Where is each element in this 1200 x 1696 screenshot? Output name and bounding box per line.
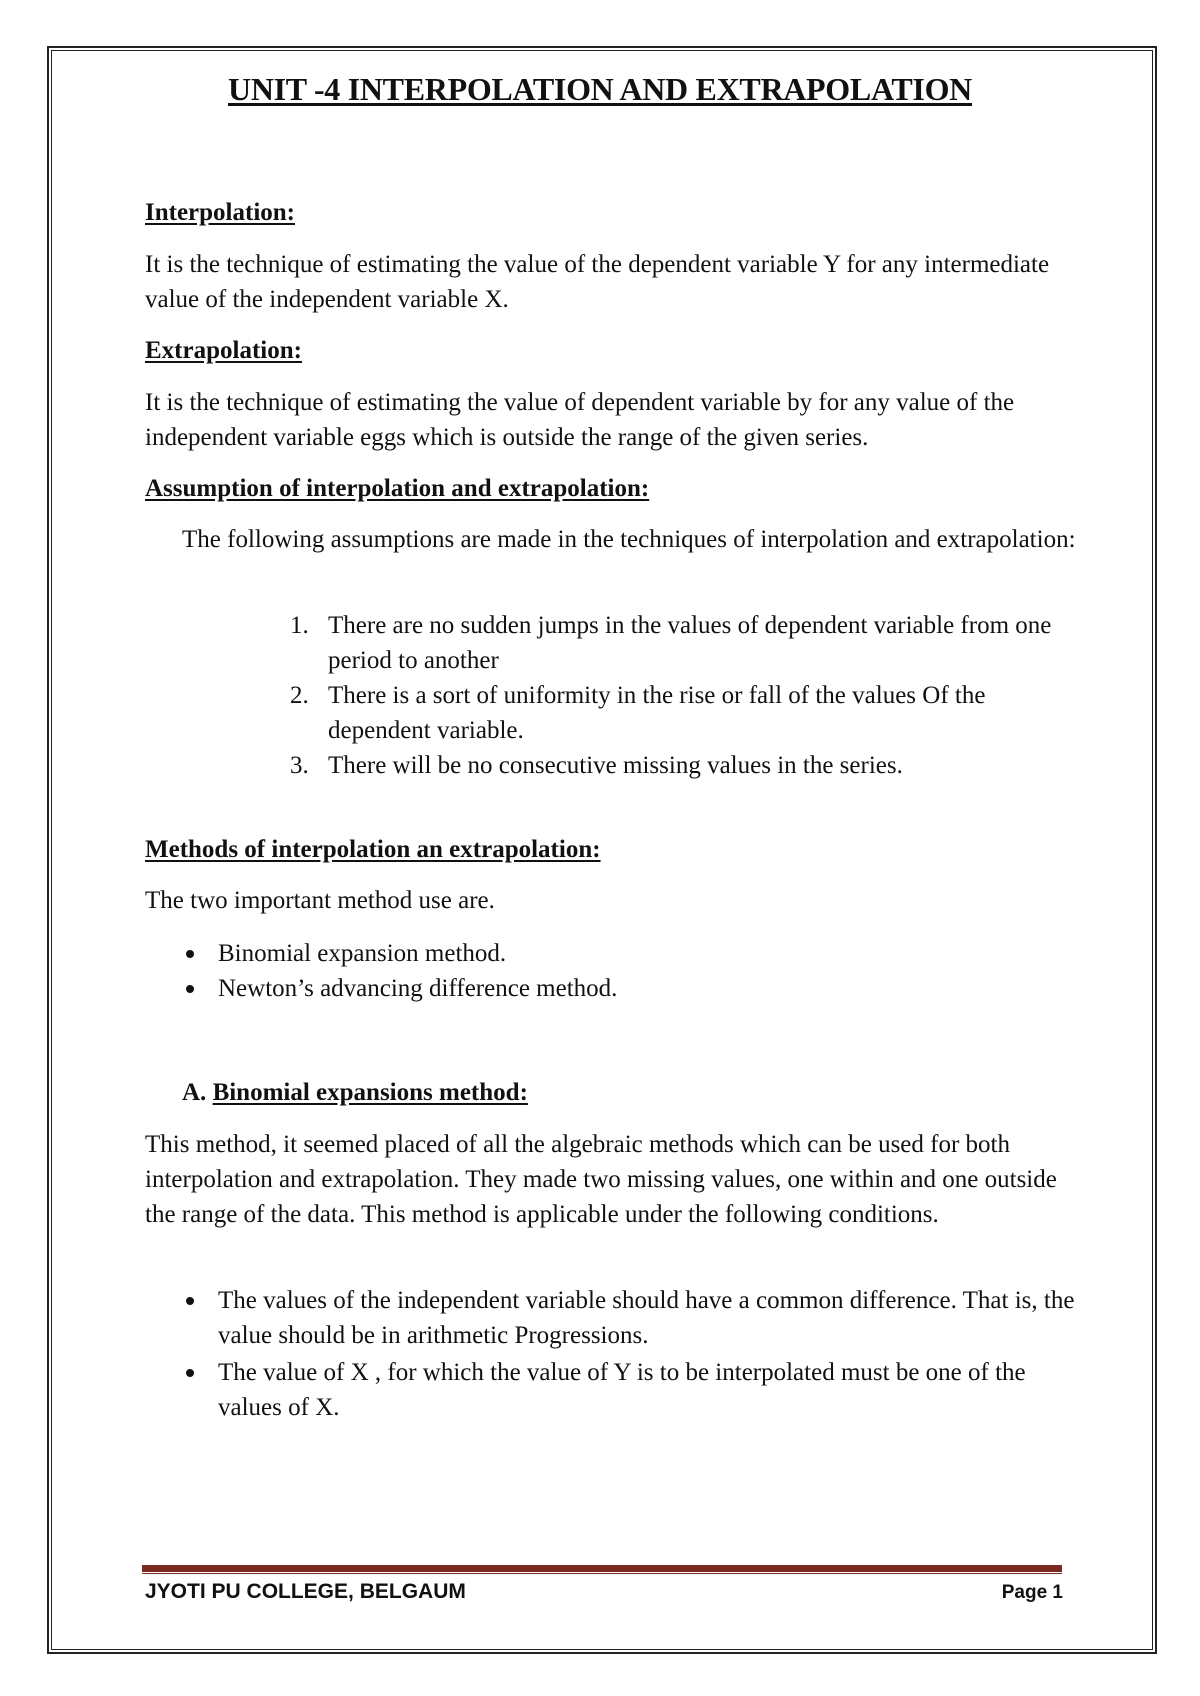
extrapolation-heading: Extrapolation: — [145, 337, 302, 364]
binomial-heading-text: Binomial expansions method: — [212, 1079, 528, 1106]
list-number: 1. — [290, 612, 309, 639]
list-number: 2. — [290, 682, 309, 709]
list-item — [290, 748, 1080, 783]
list-item — [290, 608, 1080, 678]
binomial-heading-label: A. — [182, 1079, 207, 1106]
list-item — [182, 971, 1082, 1006]
list-item — [182, 936, 1082, 971]
list-item-text: Newton’s advancing difference method. — [218, 975, 618, 1002]
footer-rule — [142, 1565, 1062, 1572]
page-title: UNIT -4 INTERPOLATION AND EXTRAPOLATION — [228, 71, 972, 107]
list-item-text: The values of the independent variable should have a common difference. That is, the value should be in arithmetic Progressions. — [218, 1287, 1075, 1349]
list-item-text: The value of X , for which the value of Y is to be interpolated must be one of the values of X. — [218, 1359, 1026, 1421]
binomial-bullet-list — [182, 1283, 1082, 1425]
footer-college-name: JYOTI PU COLLEGE, BELGAUM — [145, 1580, 466, 1603]
list-item-text: There will be no consecutive missing values in the series. — [328, 752, 903, 779]
bullet-icon — [186, 1369, 194, 1377]
list-item-text: There is a sort of uniformity in the rise or fall of the values Of the dependent variable. — [328, 682, 986, 744]
assumption-list — [290, 608, 1080, 783]
footer-rule-thin — [142, 1573, 1062, 1574]
bullet-icon — [186, 1297, 194, 1305]
list-item — [182, 1355, 1082, 1425]
list-item — [182, 1283, 1082, 1353]
footer-page-number: Page 1 — [1001, 1582, 1063, 1603]
extrapolation-text: It is the technique of estimating the value of dependent variable by for any value of the independent variable eggs which is outside the range of the given series. — [145, 389, 1015, 451]
interpolation-heading: Interpolation: — [145, 199, 295, 226]
bullet-icon — [186, 985, 194, 993]
interpolation-text: It is the technique of estimating the value of the dependent variable Y for any intermediate value of the independent variable X. — [145, 251, 1050, 313]
methods-intro: The two important method use are. — [145, 887, 495, 914]
list-item-text: Binomial expansion method. — [218, 940, 507, 967]
methods-bullet-list — [182, 936, 1082, 1006]
list-number: 3. — [290, 752, 309, 779]
binomial-text: This method, it seemed placed of all the algebraic methods which can be used for both interpolation and extrapolation. They made two missing values, one within and one outside the range of the data. This method is applicable under the following conditions. — [145, 1131, 1057, 1228]
assumption-intro: The following assumptions are made in the techniques of interpolation and extrapolation: — [182, 526, 1076, 553]
assumption-heading: Assumption of interpolation and extrapolation: — [145, 475, 650, 502]
bullet-icon — [186, 950, 194, 958]
methods-heading: Methods of interpolation an extrapolation: — [145, 836, 601, 863]
list-item-text: There are no sudden jumps in the values of dependent variable from one period to another — [328, 612, 1052, 674]
binomial-heading — [182, 1079, 528, 1107]
list-item — [290, 678, 1080, 748]
